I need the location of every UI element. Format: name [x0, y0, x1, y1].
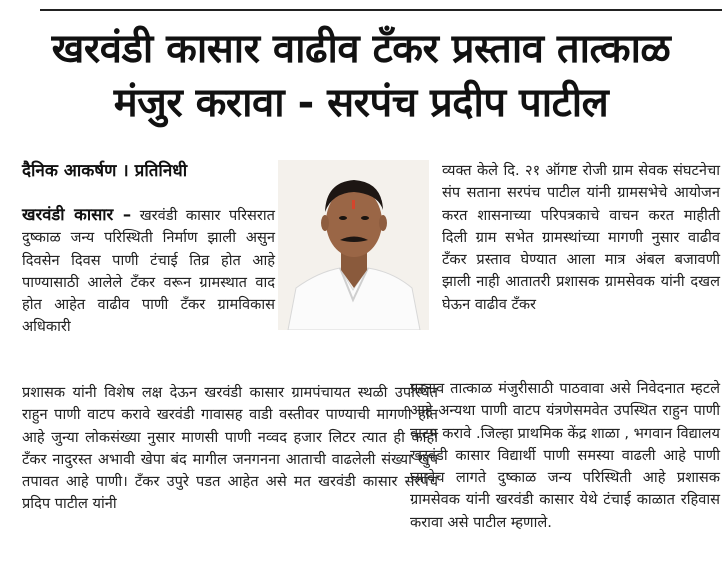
byline: दैनिक आकर्षण । प्रतिनिधी: [22, 161, 188, 181]
article-paragraph-left-bottom: प्रशासक यांनी विशेष लक्ष देऊन खरवंडी कासार ग्रामपंचायत स्थळी उपस्थित राहुन पाणी वाटप करावे खरवंडी गावासह वाडी वस्तीवर पाण्याची मागणी होत आहे जुन्या लोकसंख्या नुसार माणसी पाणी नव्वद हजार लिटर त्यात ही काही टँकर नादुरस्त अभावी खेपा बंद मागील जनगनना आताची वाढलेली संख्या खुप तपावत आहे पाणी। टँकर उपुरे पडत आहेत असे मत खरवंडी कासार सरपंच प्रदिप पाटील यांनी: [22, 384, 438, 513]
article-paragraph-left-top: [22, 204, 275, 339]
paragraph-text: खरवंडी कासार परिसरात दुष्काळ जन्य परिस्थिती निर्माण झाली असुन दिवसेन दिवस पाणी टंचाई तिव्र होत आहे पाण्यासाठी आलेले टँकर वरून ग्रामस्थात वाद होत आहेत वाढीव पाणी टँकर ग्रामविकास अधिकारी: [22, 207, 275, 336]
article-paragraph-right-bottom: प्रस्ताव तात्काळ मंजुरीसाठी पाठवावा असे निवेदनात म्हटले आहे अन्यथा पाणी वाटप यंत्रणेसमवेत उपस्थित राहुन पाणी वाटप करावे .जिल्हा प्राथमिक केंद्र शाळा , भगवान विद्यालय खरवंडी कासार विद्यार्थी पाणी समस्या वाढली आहे पाणी घ्यावेच लागते दुष्काळ जन्य परिस्थिती आहे प्रशासक ग्रामसेवक यांनी खरवंडी कासार येथे टंचाई काळात रहिवास करावा असे पाटील म्हणाले.: [410, 380, 720, 531]
article-paragraph-right-top: व्यक्त केले दि. २१ ऑगष्ट रोजी ग्राम सेवक संघटनेचा संप सताना सरपंच पाटील यांनी ग्रामसभेचे आयोजन करत शासनाच्या परिपत्रकाचे वाचन करत माहीती दिली ग्राम सभेत ग्रामस्थांच्या मागणी नुसार वाढीव टँकर प्रस्ताव घेण्यात आला मात्र अंबल बजावणी झाली नाही आतातरी प्रशासक ग्रामसेवक यांनी दखल घेऊन वाढीव टँकर: [442, 162, 720, 313]
top-rule: [40, 9, 722, 11]
headline-line-2: मंजुर करावा - सरपंच प्रदीप पाटील: [113, 80, 609, 126]
portrait-photo: [278, 160, 429, 330]
headline: [0, 22, 722, 130]
dateline: खरवंडी कासार –: [22, 205, 132, 224]
portrait-icon: [278, 160, 429, 330]
headline-line-1: खरवंडी कासार वाढीव टँकर प्रस्ताव तात्काळ: [51, 26, 671, 72]
